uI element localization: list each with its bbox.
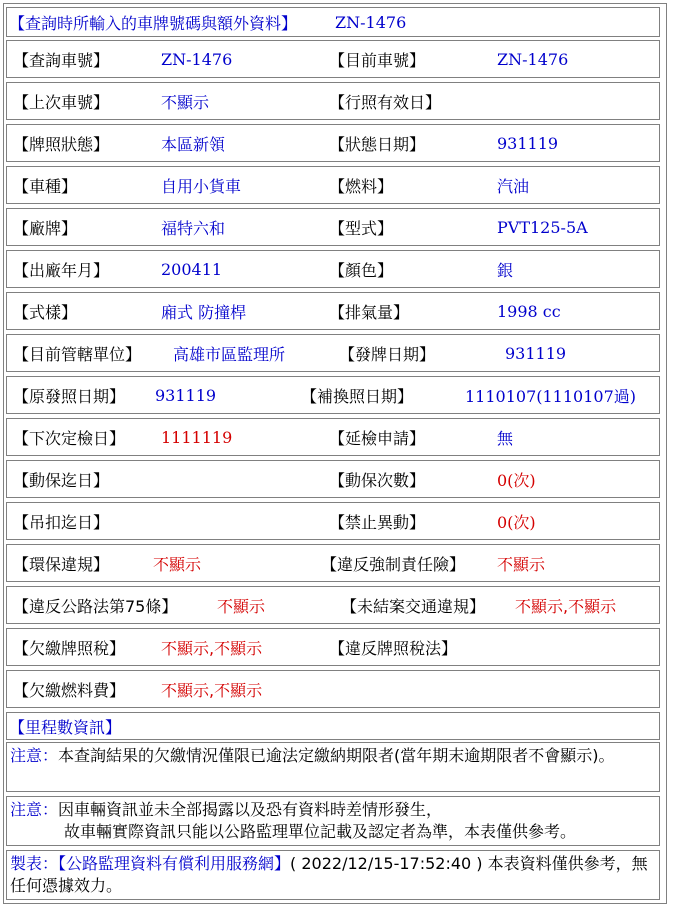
row-brand — [6, 208, 660, 246]
note-disclaimer-line2: 故車輛實際資訊只能以公路監理單位記載及認定者為準，本表僅供參考。 — [64, 822, 577, 841]
value-plate-status: 本區新領 — [161, 134, 226, 154]
value-fuel: 汽油 — [497, 176, 530, 196]
row-next-inspection — [6, 418, 660, 456]
label-query-plate: 【查詢車號】 — [13, 50, 110, 70]
value-color: 銀 — [497, 260, 514, 280]
row-suspension-expiry — [6, 502, 660, 540]
value-manufacture-date: 200411 — [161, 259, 223, 279]
label-lien-count: 【動保次數】 — [329, 470, 426, 490]
note-source-text: ( 2022/12/15-17:52:40 ) 本表資料僅供參考，無任何憑據效力。 — [10, 854, 648, 895]
value-highway-act: 不顯示 — [217, 596, 266, 616]
source-service-link[interactable]: 【公路監理資料有償利用服務網】 — [58, 854, 291, 873]
row-environmental — [6, 544, 660, 582]
value-next-inspection: 1111119 — [161, 427, 233, 447]
label-license-tax: 【欠繳牌照稅】 — [13, 638, 126, 658]
row-previous-plate — [6, 82, 660, 120]
row-vehicle-type — [6, 166, 660, 204]
value-environmental-violation: 不顯示 — [153, 554, 202, 574]
label-displacement: 【排氣量】 — [329, 302, 410, 322]
value-brand: 福特六和 — [161, 218, 226, 238]
value-transfer-ban: 0(次) — [497, 512, 536, 532]
label-traffic-violation: 【未結案交通違規】 — [341, 596, 486, 616]
label-jurisdiction: 【目前管轄單位】 — [13, 344, 142, 364]
row-jurisdiction — [6, 334, 660, 372]
label-reissue-date: 【補換照日期】 — [301, 386, 414, 406]
row-highway-act — [6, 586, 660, 624]
label-current-plate: 【目前車號】 — [329, 50, 426, 70]
label-suspension-expiry: 【吊扣迄日】 — [13, 512, 110, 532]
label-brand: 【廠牌】 — [13, 218, 78, 238]
mileage-heading: 【里程數資訊】 — [9, 717, 122, 737]
label-extension-request: 【延檢申請】 — [329, 428, 426, 448]
value-displacement: 1998 cc — [497, 301, 561, 321]
row-plate-status — [6, 124, 660, 162]
note-source-label: 製表： — [10, 854, 59, 873]
note-source — [6, 850, 660, 900]
row-body-style — [6, 292, 660, 330]
label-issue-date: 【發牌日期】 — [339, 344, 436, 364]
value-previous-plate: 不顯示 — [161, 92, 210, 112]
label-insurance-violation: 【違反強制責任險】 — [321, 554, 466, 574]
note-disclaimer — [6, 796, 660, 846]
value-jurisdiction: 高雄市區監理所 — [173, 344, 286, 364]
label-plate-status: 【牌照狀態】 — [13, 134, 110, 154]
label-transfer-ban: 【禁止異動】 — [329, 512, 426, 532]
label-status-date: 【狀態日期】 — [329, 134, 426, 154]
value-status-date: 931119 — [497, 133, 559, 153]
value-extension-request: 無 — [497, 428, 514, 448]
row-manufacture-date — [6, 250, 660, 288]
label-fuel-fee: 【欠繳燃料費】 — [13, 680, 126, 700]
value-issue-date: 931119 — [505, 343, 567, 363]
value-model: PVT125-5A — [497, 217, 588, 237]
label-license-tax-act: 【違反牌照稅法】 — [329, 638, 458, 658]
row-original-issue — [6, 376, 660, 414]
row-lien-expiry — [6, 460, 660, 498]
label-color: 【顏色】 — [329, 260, 394, 280]
note-arrears-label: 注意： — [10, 746, 59, 765]
label-license-valid: 【行照有效日】 — [329, 92, 442, 112]
value-current-plate: ZN-1476 — [497, 49, 569, 69]
value-original-issue: 931119 — [155, 385, 217, 405]
label-fuel: 【燃料】 — [329, 176, 394, 196]
label-environmental-violation: 【環保違規】 — [13, 554, 110, 574]
value-license-tax: 不顯示,不顯示 — [161, 638, 263, 658]
label-vehicle-type: 【車種】 — [13, 176, 78, 196]
value-traffic-violation: 不顯示,不顯示 — [515, 596, 617, 616]
label-original-issue: 【原發照日期】 — [13, 386, 126, 406]
note-disclaimer-label: 注意： — [10, 800, 59, 819]
value-reissue-date: 1110107(1110107過) — [465, 386, 637, 406]
value-lien-count: 0(次) — [497, 470, 536, 490]
row-license-tax — [6, 628, 660, 666]
title-label: 【查詢時所輸入的車牌號碼與額外資料】 — [9, 13, 298, 33]
row-mileage — [6, 712, 660, 740]
row-fuel-fee — [6, 670, 660, 708]
note-disclaimer-line1: 因車輛資訊並未全部揭露以及恐有資料時差情形發生， — [58, 800, 443, 819]
label-manufacture-date: 【出廠年月】 — [13, 260, 110, 280]
row-plate — [6, 40, 660, 78]
title-plate: ZN-1476 — [335, 12, 407, 32]
value-body-style: 廂式 防撞桿 — [161, 302, 247, 322]
value-query-plate: ZN-1476 — [161, 49, 233, 69]
note-arrears-text: 本查詢結果的欠繳情況僅限已逾法定繳納期限者(當年期末逾期限者不會顯示)。 — [58, 746, 615, 765]
label-lien-expiry: 【動保迄日】 — [13, 470, 110, 490]
label-next-inspection: 【下次定檢日】 — [13, 428, 126, 448]
label-highway-act: 【違反公路法第75條】 — [13, 596, 178, 616]
label-model: 【型式】 — [329, 218, 394, 238]
title-row — [6, 7, 660, 37]
value-fuel-fee: 不顯示,不顯示 — [161, 680, 263, 700]
value-insurance-violation: 不顯示 — [497, 554, 546, 574]
label-body-style: 【式樣】 — [13, 302, 78, 322]
note-arrears — [6, 742, 660, 792]
value-vehicle-type: 自用小貨車 — [161, 176, 242, 196]
label-previous-plate: 【上次車號】 — [13, 92, 110, 112]
